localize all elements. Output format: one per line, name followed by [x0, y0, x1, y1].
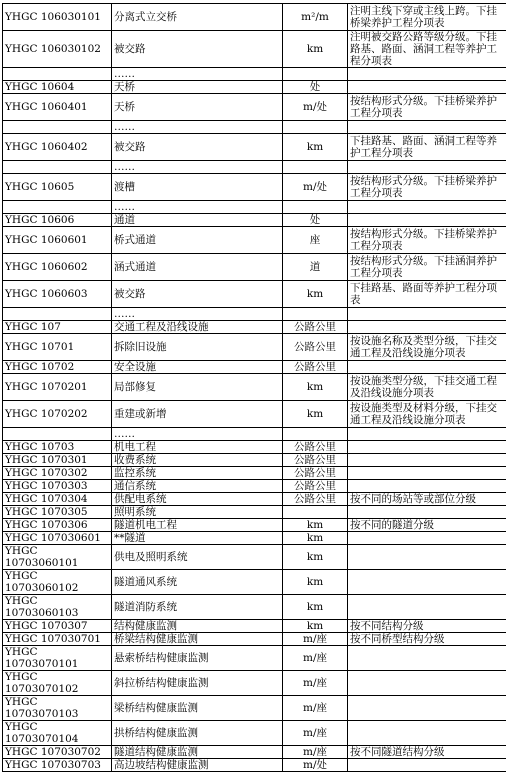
code-cell: YHGC 10703060102 [3, 570, 112, 595]
table-row [3, 68, 506, 81]
note-cell [348, 480, 506, 493]
code-cell: YHGC 1070201 [3, 374, 112, 401]
name-cell: 结构健康监测 [112, 620, 283, 633]
name-cell: 渡槽 [112, 174, 283, 201]
code-cell: YHGC 10703070101 [3, 646, 112, 671]
code-cell: YHGC 1070307 [3, 620, 112, 633]
table-row [3, 4, 506, 31]
note-cell [348, 321, 506, 334]
unit-cell: 公路公里 [283, 493, 348, 506]
note-cell: 按结构形式分级。下挂桥梁养护工程分项表 [348, 227, 506, 254]
note-cell: 按设施名称及类型分级，下挂交通工程及沿线设施分项表 [348, 334, 506, 361]
unit-cell: 座 [283, 227, 348, 254]
name-cell: 高边坡结构健康监测 [112, 759, 283, 772]
table-row [3, 646, 506, 671]
code-cell: YHGC 10702 [3, 361, 112, 374]
name-cell: **隧道 [112, 532, 283, 545]
unit-cell: m/座 [283, 721, 348, 746]
unit-cell: m/处 [283, 174, 348, 201]
note-cell: 按不同桥型结构分级 [348, 633, 506, 646]
note-cell: 注明被交路公路等级分级。下挂路基、路面、涵洞工程等养护工程分项表 [348, 31, 506, 68]
unit-cell [283, 308, 348, 321]
table-row [3, 201, 506, 214]
table-row [3, 94, 506, 121]
unit-cell: km [283, 519, 348, 532]
unit-cell: 公路公里 [283, 361, 348, 374]
code-cell [3, 201, 112, 214]
table-row [3, 721, 506, 746]
note-cell [348, 595, 506, 620]
unit-cell: m/座 [283, 746, 348, 759]
table-row [3, 254, 506, 281]
code-cell: YHGC 10703060103 [3, 595, 112, 620]
name-cell: 天桥 [112, 94, 283, 121]
note-cell [348, 161, 506, 174]
code-cell: YHGC 1070306 [3, 519, 112, 532]
table-row [3, 532, 506, 545]
note-cell: 按设施类型及材料分级，下挂交通工程及沿线设施分项表 [348, 401, 506, 428]
unit-cell: km [283, 620, 348, 633]
table-row [3, 214, 506, 227]
table-row [3, 121, 506, 134]
name-cell: …… [112, 121, 283, 134]
name-cell: 梁桥结构健康监测 [112, 696, 283, 721]
name-cell: …… [112, 308, 283, 321]
name-cell: …… [112, 428, 283, 441]
code-cell: YHGC 107030601 [3, 532, 112, 545]
unit-cell: km [283, 281, 348, 308]
note-cell [348, 68, 506, 81]
note-cell [348, 545, 506, 570]
note-cell: 注明主线下穿或主线上跨。下挂桥梁养护工程分项表 [348, 4, 506, 31]
name-cell: 供电及照明系统 [112, 545, 283, 570]
name-cell: 被交路 [112, 134, 283, 161]
unit-cell [283, 161, 348, 174]
unit-cell: 公路公里 [283, 321, 348, 334]
name-cell: 通信系统 [112, 480, 283, 493]
note-cell [348, 428, 506, 441]
name-cell: 照明系统 [112, 506, 283, 519]
note-cell [348, 759, 506, 772]
code-cell: YHGC 107030701 [3, 633, 112, 646]
unit-cell: km [283, 134, 348, 161]
table-row [3, 81, 506, 94]
unit-cell: 道 [283, 254, 348, 281]
code-cell: YHGC 10703060101 [3, 545, 112, 570]
table-row [3, 334, 506, 361]
code-cell: YHGC 1070301 [3, 454, 112, 467]
unit-cell: km [283, 545, 348, 570]
unit-cell: m²/m [283, 4, 348, 31]
code-cell: YHGC 10703070102 [3, 671, 112, 696]
name-cell: 通道 [112, 214, 283, 227]
code-cell [3, 161, 112, 174]
unit-cell: 公路公里 [283, 454, 348, 467]
unit-cell [283, 428, 348, 441]
name-cell: 涵式通道 [112, 254, 283, 281]
unit-cell: km [283, 595, 348, 620]
code-cell [3, 308, 112, 321]
note-cell [348, 441, 506, 454]
note-cell [348, 696, 506, 721]
code-cell: YHGC 1070305 [3, 506, 112, 519]
code-cell: YHGC 1070304 [3, 493, 112, 506]
code-cell [3, 68, 112, 81]
name-cell: 隧道结构健康监测 [112, 746, 283, 759]
code-cell [3, 121, 112, 134]
code-cell: YHGC 1070302 [3, 467, 112, 480]
name-cell: …… [112, 161, 283, 174]
name-cell: 机电工程 [112, 441, 283, 454]
unit-cell: 公路公里 [283, 467, 348, 480]
unit-cell: km [283, 31, 348, 68]
name-cell: 被交路 [112, 31, 283, 68]
code-cell: YHGC 106030102 [3, 31, 112, 68]
unit-cell: 公路公里 [283, 480, 348, 493]
table-row [3, 480, 506, 493]
code-cell: YHGC 1060401 [3, 94, 112, 121]
code-cell: YHGC 107 [3, 321, 112, 334]
unit-cell: km [283, 570, 348, 595]
table-row [3, 321, 506, 334]
unit-cell: 公路公里 [283, 441, 348, 454]
table-row [3, 545, 506, 570]
unit-cell: m/处 [283, 759, 348, 772]
note-cell [348, 532, 506, 545]
note-cell: 按结构形式分级。下挂桥梁养护工程分项表 [348, 94, 506, 121]
table-row [3, 519, 506, 532]
name-cell: 监控系统 [112, 467, 283, 480]
note-cell: 按设施类型分级，下挂交通工程及沿线设施分项表 [348, 374, 506, 401]
unit-cell: 公路公里 [283, 334, 348, 361]
unit-cell: 处 [283, 214, 348, 227]
unit-cell [283, 201, 348, 214]
note-cell: 下挂路基、路面、涵洞工程等养护工程分项表 [348, 134, 506, 161]
name-cell: 隧道机电工程 [112, 519, 283, 532]
unit-cell: km [283, 532, 348, 545]
note-cell [348, 308, 506, 321]
unit-cell [283, 506, 348, 519]
unit-cell: km [283, 401, 348, 428]
name-cell: 分离式立交桥 [112, 4, 283, 31]
unit-cell: m/座 [283, 696, 348, 721]
table-row [3, 161, 506, 174]
name-cell: 拆除旧设施 [112, 334, 283, 361]
unit-cell: m/座 [283, 633, 348, 646]
note-cell: 按不同的隧道分级 [348, 519, 506, 532]
table-row [3, 308, 506, 321]
note-cell [348, 201, 506, 214]
table-row [3, 441, 506, 454]
table-row [3, 595, 506, 620]
unit-cell: km [283, 374, 348, 401]
table-row [3, 746, 506, 759]
table-row [3, 570, 506, 595]
name-cell: 交通工程及沿线设施 [112, 321, 283, 334]
table-row [3, 174, 506, 201]
name-cell: 收费系统 [112, 454, 283, 467]
name-cell: 安全设施 [112, 361, 283, 374]
code-cell: YHGC 106030101 [3, 4, 112, 31]
name-cell: 天桥 [112, 81, 283, 94]
code-cell: YHGC 10604 [3, 81, 112, 94]
note-cell [348, 721, 506, 746]
table-row [3, 759, 506, 772]
code-cell [3, 428, 112, 441]
unit-cell: m/座 [283, 646, 348, 671]
code-cell: YHGC 1060603 [3, 281, 112, 308]
code-cell: YHGC 1060402 [3, 134, 112, 161]
name-cell: 悬索桥结构健康监测 [112, 646, 283, 671]
note-cell [348, 506, 506, 519]
table-row [3, 374, 506, 401]
note-cell: 下挂路基、路面等养护工程分项表 [348, 281, 506, 308]
table-body [3, 4, 506, 772]
name-cell: …… [112, 201, 283, 214]
name-cell: 斜拉桥结构健康监测 [112, 671, 283, 696]
note-cell [348, 361, 506, 374]
code-cell: YHGC 10606 [3, 214, 112, 227]
unit-cell: m/座 [283, 671, 348, 696]
note-cell [348, 454, 506, 467]
code-cell: YHGC 10701 [3, 334, 112, 361]
table-row [3, 696, 506, 721]
name-cell: 桥式通道 [112, 227, 283, 254]
unit-cell: 处 [283, 81, 348, 94]
table-row [3, 467, 506, 480]
code-cell: YHGC 1070303 [3, 480, 112, 493]
name-cell: 局部修复 [112, 374, 283, 401]
unit-cell [283, 121, 348, 134]
code-cell: YHGC 107030703 [3, 759, 112, 772]
table-row [3, 506, 506, 519]
note-cell [348, 671, 506, 696]
table-row [3, 671, 506, 696]
note-cell: 按不同隧道结构分级 [348, 746, 506, 759]
code-cell: YHGC 10703 [3, 441, 112, 454]
table-row [3, 428, 506, 441]
code-cell: YHGC 10703070103 [3, 696, 112, 721]
table-row [3, 401, 506, 428]
table-row [3, 493, 506, 506]
note-cell [348, 646, 506, 671]
code-cell: YHGC 1060602 [3, 254, 112, 281]
table-row [3, 620, 506, 633]
table-row [3, 227, 506, 254]
table-row [3, 134, 506, 161]
code-cell: YHGC 1070202 [3, 401, 112, 428]
name-cell: 被交路 [112, 281, 283, 308]
code-cell: YHGC 10605 [3, 174, 112, 201]
maintenance-item-table [2, 3, 506, 772]
note-cell: 按结构形式分级。下挂桥梁养护工程分项表 [348, 174, 506, 201]
note-cell [348, 214, 506, 227]
code-cell: YHGC 1060601 [3, 227, 112, 254]
note-cell: 按不同的场站等或部位分级 [348, 493, 506, 506]
note-cell: 按结构形式分级。下挂涵洞养护工程分项表 [348, 254, 506, 281]
table-row [3, 281, 506, 308]
table-row [3, 454, 506, 467]
table-row [3, 361, 506, 374]
name-cell: 拱桥结构健康监测 [112, 721, 283, 746]
name-cell: 供配电系统 [112, 493, 283, 506]
note-cell [348, 81, 506, 94]
unit-cell: m/处 [283, 94, 348, 121]
unit-cell [283, 68, 348, 81]
note-cell [348, 570, 506, 595]
name-cell: 隧道消防系统 [112, 595, 283, 620]
name-cell: 隧道通风系统 [112, 570, 283, 595]
code-cell: YHGC 10703070104 [3, 721, 112, 746]
table-row [3, 31, 506, 68]
name-cell: 重建或新增 [112, 401, 283, 428]
name-cell: …… [112, 68, 283, 81]
table-row [3, 633, 506, 646]
note-cell: 按不同结构分级 [348, 620, 506, 633]
name-cell: 桥梁结构健康监测 [112, 633, 283, 646]
note-cell [348, 121, 506, 134]
note-cell [348, 467, 506, 480]
code-cell: YHGC 107030702 [3, 746, 112, 759]
